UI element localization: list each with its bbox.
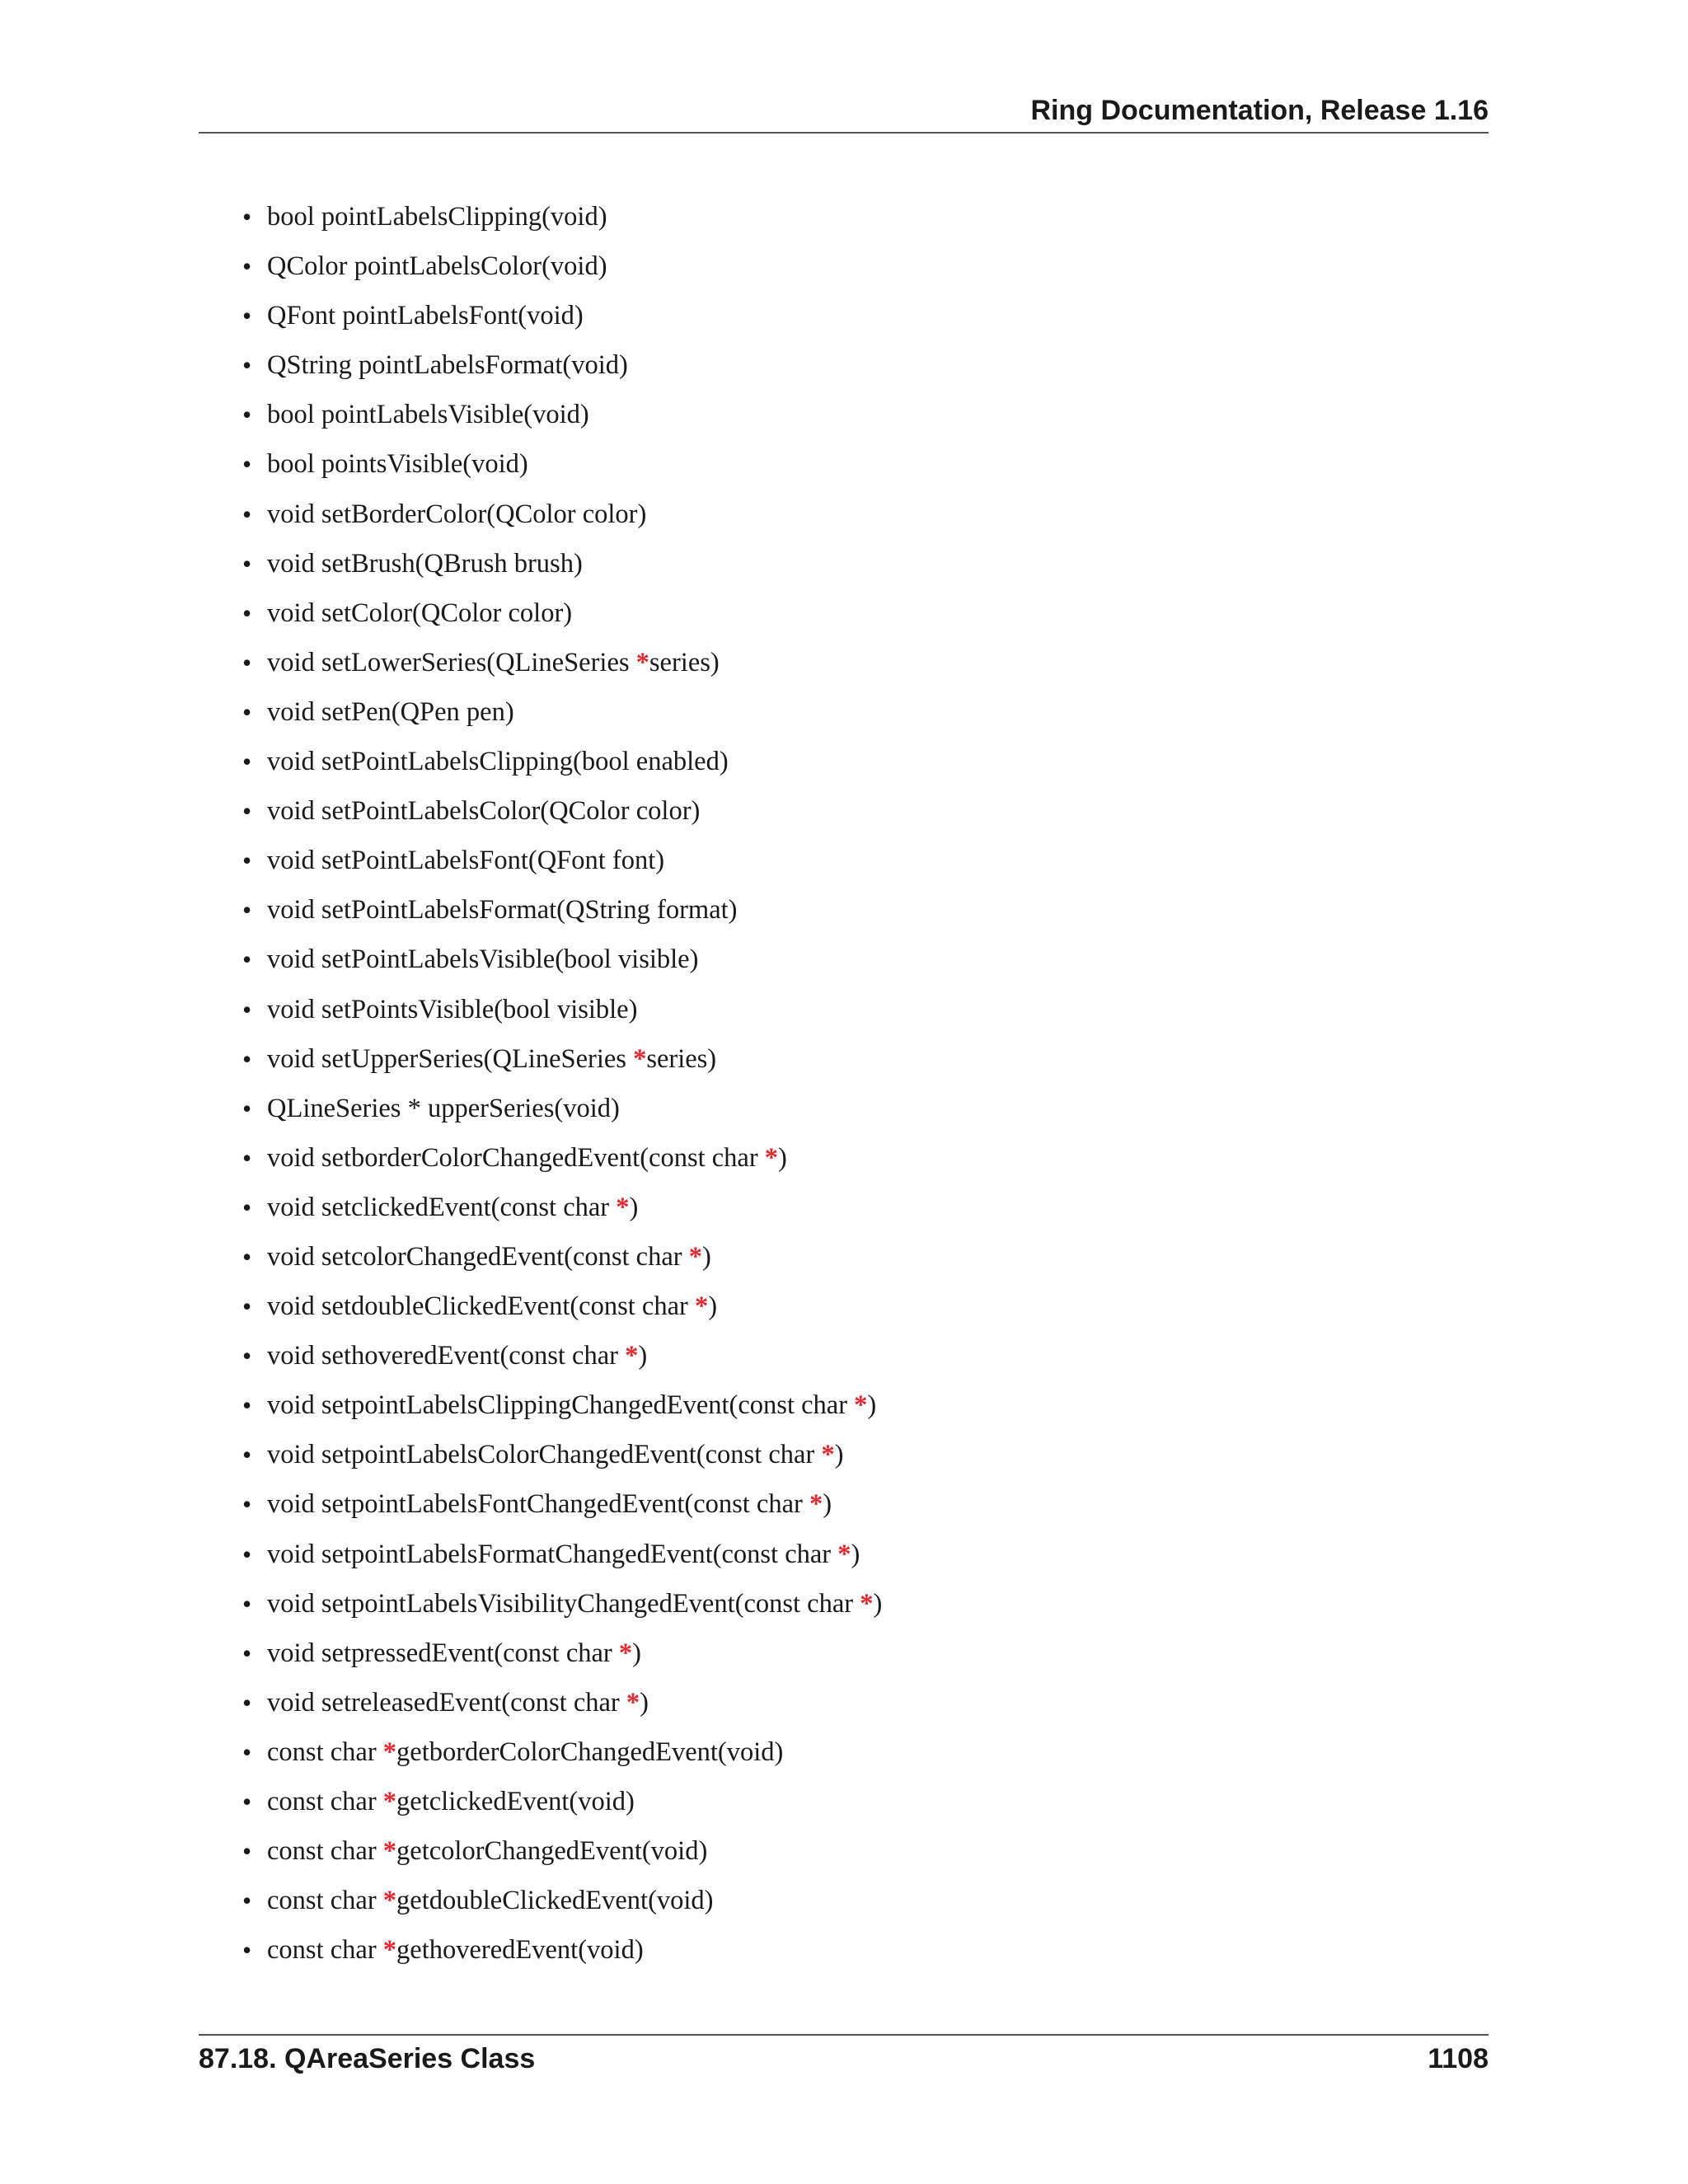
method-signature: void setBorderColor(QColor color) — [267, 499, 647, 529]
bullet-icon: • — [242, 548, 252, 579]
method-list-item — [0, 245, 882, 294]
method-list-item — [0, 294, 882, 344]
method-signature: const char — [267, 1787, 383, 1816]
method-signature: void setpointLabelsFontChangedEvent(const char — [267, 1489, 809, 1520]
page-footer — [199, 2034, 1489, 2077]
bullet-icon: • — [242, 1043, 252, 1074]
method-list-item — [0, 443, 882, 492]
method-list-item — [0, 1285, 882, 1334]
method-list-item — [0, 1533, 882, 1582]
method-signature: void setclickedEvent(const char — [267, 1192, 617, 1222]
bullet-icon: • — [242, 1736, 252, 1767]
method-signature: const char — [267, 1836, 383, 1867]
bullet-icon: • — [242, 647, 252, 677]
method-signature: void setUpperSeries(QLineSeries — [267, 1043, 634, 1074]
method-list-item — [0, 1433, 882, 1483]
method-list-item — [0, 592, 882, 641]
method-list-item — [0, 1830, 882, 1879]
bullet-icon: • — [242, 449, 252, 480]
method-list-item — [0, 1780, 882, 1830]
method-signature-rest: ) — [640, 1687, 649, 1718]
bullet-icon: • — [242, 1638, 252, 1668]
method-signature: const char — [267, 1886, 383, 1916]
bullet-icon: • — [242, 202, 252, 232]
pointer-star: * — [618, 1638, 633, 1668]
pointer-star: * — [860, 1588, 874, 1619]
pointer-star: * — [382, 1886, 397, 1916]
method-signature: void setLowerSeries(QLineSeries — [267, 647, 636, 677]
method-list — [0, 195, 882, 1978]
bullet-icon: • — [242, 1588, 252, 1619]
bullet-icon: • — [242, 598, 252, 628]
method-signature: void setPointLabelsFont(QFont font) — [267, 846, 665, 876]
method-signature: QFont pointLabelsFont(void) — [267, 301, 584, 331]
method-signature: void setpressedEvent(const char — [267, 1638, 619, 1668]
method-signature: void setcolorChangedEvent(const char — [267, 1241, 689, 1272]
pointer-star: * — [854, 1390, 868, 1421]
bullet-icon: • — [242, 944, 252, 975]
bullet-icon: • — [242, 1787, 252, 1816]
method-signature-rest: getborderColorChangedEvent(void) — [396, 1736, 784, 1767]
method-list-item — [0, 1681, 882, 1731]
method-signature: void setborderColorChangedEvent(const char — [267, 1142, 765, 1173]
document-title: Ring Documentation, Release 1.16 — [1030, 95, 1489, 126]
method-list-item — [0, 344, 882, 393]
method-list-item — [0, 1582, 882, 1632]
bullet-icon: • — [242, 301, 252, 331]
bullet-icon: • — [242, 1142, 252, 1173]
pointer-star: * — [382, 1787, 397, 1816]
method-signature: void setpointLabelsClippingChangedEvent(const char — [267, 1390, 855, 1421]
method-list-item — [0, 988, 882, 1038]
method-signature-rest: ) — [834, 1440, 844, 1470]
method-signature: void sethoveredEvent(const char — [267, 1341, 626, 1371]
method-signature-rest: getcolorChangedEvent(void) — [396, 1836, 708, 1867]
method-signature: void setreleasedEvent(const char — [267, 1687, 626, 1718]
pointer-star: * — [633, 1043, 647, 1074]
pointer-star: * — [837, 1539, 851, 1569]
method-signature: void setpointLabelsFormatChangedEvent(const char — [267, 1539, 838, 1569]
method-signature: void setPointLabelsColor(QColor color) — [267, 796, 701, 827]
method-list-item — [0, 888, 882, 938]
bullet-icon: • — [242, 1341, 252, 1371]
section-title: 87.18. QAreaSeries Class — [199, 2043, 536, 2074]
pointer-star: * — [764, 1142, 779, 1173]
method-list-item — [0, 691, 882, 740]
pointer-star: * — [382, 1736, 397, 1767]
method-signature: QString pointLabelsFormat(void) — [267, 350, 628, 381]
pointer-star: * — [382, 1935, 397, 1966]
method-list-item — [0, 1879, 882, 1929]
bullet-icon: • — [242, 1886, 252, 1916]
bullet-icon: • — [242, 251, 252, 282]
bullet-icon: • — [242, 499, 252, 529]
method-list-item — [0, 938, 882, 987]
bullet-icon: • — [242, 994, 252, 1024]
method-signature: const char — [267, 1935, 383, 1966]
method-signature-rest: ) — [873, 1588, 883, 1619]
method-signature-rest: ) — [708, 1291, 718, 1322]
method-list-item — [0, 1038, 882, 1087]
method-list-item — [0, 1731, 882, 1780]
method-signature-rest: ) — [632, 1638, 641, 1668]
method-list-item — [0, 393, 882, 443]
bullet-icon: • — [242, 747, 252, 777]
pointer-star: * — [821, 1440, 835, 1470]
method-signature-rest: ) — [851, 1539, 860, 1569]
method-signature-rest: getdoubleClickedEvent(void) — [396, 1886, 714, 1916]
bullet-icon: • — [242, 1539, 252, 1569]
method-signature-rest: series) — [646, 1043, 717, 1074]
bullet-icon: • — [242, 895, 252, 926]
method-list-item — [0, 1483, 882, 1532]
method-signature: void setPen(QPen pen) — [267, 696, 514, 727]
bullet-icon: • — [242, 1687, 252, 1718]
method-list-item — [0, 1929, 882, 1978]
pointer-star: * — [694, 1291, 709, 1322]
method-signature: const char — [267, 1736, 383, 1767]
method-signature: void setColor(QColor color) — [267, 598, 573, 628]
method-signature: void setPointLabelsClipping(bool enabled) — [267, 747, 729, 777]
bullet-icon: • — [242, 1440, 252, 1470]
method-list-item — [0, 740, 882, 790]
method-signature: QLineSeries * upperSeries(void) — [267, 1093, 620, 1123]
pointer-star: * — [625, 1341, 639, 1371]
bullet-icon: • — [242, 1241, 252, 1272]
method-signature-rest: ) — [778, 1142, 787, 1173]
method-signature: bool pointLabelsClipping(void) — [267, 202, 607, 232]
method-signature: void setPointLabelsVisible(bool visible) — [267, 944, 699, 975]
pointer-star: * — [616, 1192, 630, 1222]
method-signature-rest: ) — [701, 1241, 711, 1272]
page-header — [199, 92, 1489, 134]
page-number: 1108 — [1428, 2043, 1489, 2074]
method-list-item — [0, 195, 882, 245]
bullet-icon: • — [242, 1390, 252, 1421]
method-list-item — [0, 1334, 882, 1384]
method-signature-rest: gethoveredEvent(void) — [396, 1935, 644, 1966]
method-signature: void setPointLabelsFormat(QString format) — [267, 895, 738, 926]
bullet-icon: • — [242, 846, 252, 876]
method-signature-rest: ) — [823, 1489, 832, 1520]
bullet-icon: • — [242, 1836, 252, 1867]
method-signature: void setPointsVisible(bool visible) — [267, 994, 638, 1024]
method-signature: bool pointLabelsVisible(void) — [267, 400, 589, 430]
pointer-star: * — [626, 1687, 640, 1718]
method-signature: void setBrush(QBrush brush) — [267, 548, 583, 579]
method-list-item — [0, 1384, 882, 1433]
bullet-icon: • — [242, 1192, 252, 1222]
method-signature-rest: series) — [649, 647, 720, 677]
method-signature: void setpointLabelsColorChangedEvent(const char — [267, 1440, 822, 1470]
method-list-item — [0, 1235, 882, 1285]
method-signature: void setdoubleClickedEvent(const char — [267, 1291, 695, 1322]
bullet-icon: • — [242, 796, 252, 827]
bullet-icon: • — [242, 1093, 252, 1123]
method-list-item — [0, 1137, 882, 1186]
method-signature-rest: ) — [629, 1192, 639, 1222]
method-list-item — [0, 839, 882, 888]
pointer-star: * — [688, 1241, 702, 1272]
bullet-icon: • — [242, 400, 252, 430]
method-signature: bool pointsVisible(void) — [267, 449, 528, 480]
method-signature: void setpointLabelsVisibilityChangedEvent(const char — [267, 1588, 860, 1619]
pointer-star: * — [809, 1489, 823, 1520]
method-list-item — [0, 1632, 882, 1681]
method-list-item — [0, 641, 882, 691]
pointer-star: * — [382, 1836, 397, 1867]
method-list-item — [0, 1186, 882, 1235]
bullet-icon: • — [242, 1291, 252, 1322]
method-list-item — [0, 790, 882, 839]
method-list-item — [0, 493, 882, 542]
method-list-item — [0, 1087, 882, 1137]
method-signature-rest: ) — [867, 1390, 877, 1421]
method-list-item — [0, 542, 882, 592]
pointer-star: * — [635, 647, 649, 677]
bullet-icon: • — [242, 1935, 252, 1966]
bullet-icon: • — [242, 350, 252, 381]
bullet-icon: • — [242, 696, 252, 727]
method-signature-rest: getclickedEvent(void) — [396, 1787, 635, 1816]
method-signature-rest: ) — [638, 1341, 648, 1371]
bullet-icon: • — [242, 1489, 252, 1520]
method-signature: QColor pointLabelsColor(void) — [267, 251, 607, 282]
